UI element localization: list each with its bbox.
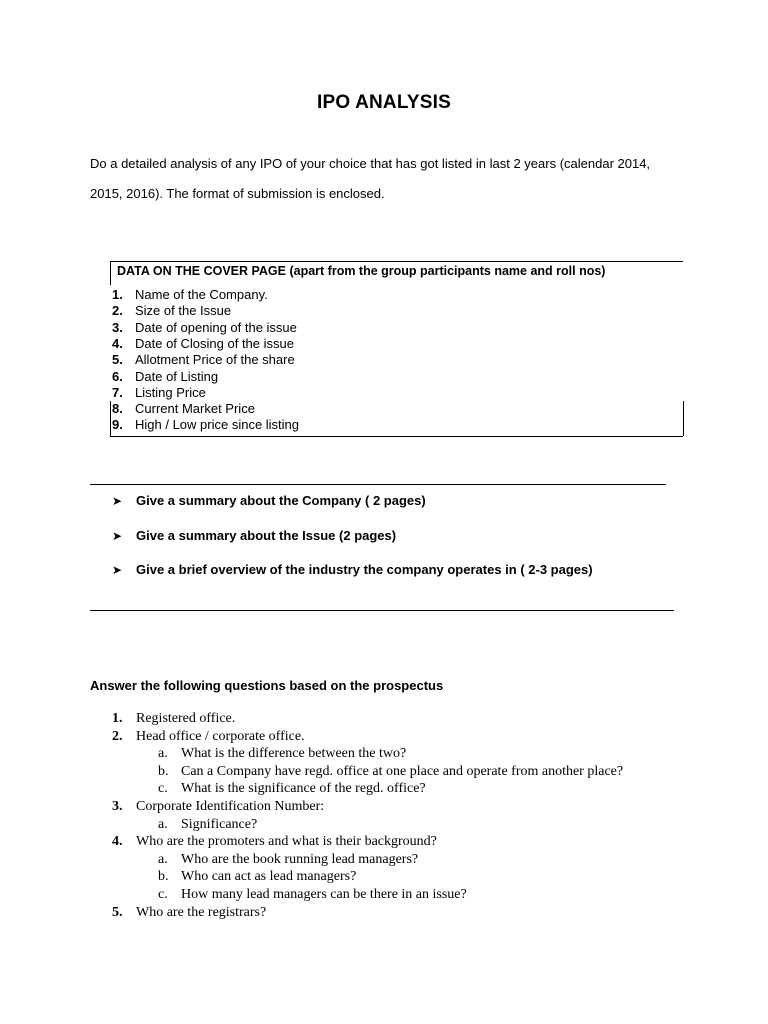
question-text: Who are the registrars? [136, 904, 267, 920]
sub-question-letter: b. [158, 869, 169, 885]
cover-box-border-bottom [110, 436, 683, 437]
cover-item-text: Date of opening of the issue [135, 319, 297, 335]
sub-question-letter: c. [158, 887, 168, 902]
cover-item-number: 9. [112, 417, 123, 433]
question-text: Who are the promoters and what is their background? [136, 834, 437, 850]
question-number: 3. [112, 799, 123, 814]
arrowhead-bullet-icon: ➤ [112, 563, 123, 577]
cover-item-number: 7. [112, 384, 123, 400]
sub-question-text: Significance? [181, 816, 258, 832]
sub-question-text: What is the difference between the two? [181, 746, 407, 762]
intro-line-2: 2015, 2016). The format of submission is enclosed. [90, 186, 385, 201]
sub-question-text: Who are the book running lead managers? [181, 851, 419, 867]
summary-bullet [112, 528, 396, 543]
question-number: 2. [112, 728, 123, 744]
intro-line-1: Do a detailed analysis of any IPO of your choice that has got listed in last 2 years (calendar 2014, [90, 156, 651, 171]
sub-question-text: Who can act as lead managers? [181, 869, 357, 885]
document-title: IPO ANALYSIS [316, 92, 452, 113]
sub-question-letter: a. [158, 816, 168, 832]
horizontal-rule [90, 484, 666, 485]
sub-question-letter: c. [158, 781, 168, 797]
sub-question-letter: b. [158, 763, 169, 779]
cover-item-text: Current Market Price [135, 401, 255, 417]
horizontal-rule [90, 610, 674, 611]
cover-item-text: Allotment Price of the share [135, 352, 295, 368]
cover-item-text: Listing Price [135, 384, 206, 400]
sub-question-letter: a. [158, 851, 168, 867]
cover-item-number: 5. [112, 352, 123, 368]
cover-item-number: 8. [112, 401, 123, 417]
cover-page-heading: DATA ON THE COVER PAGE (apart from the group participants name and roll nos) [117, 264, 606, 278]
cover-box-border-right [683, 401, 684, 436]
summary-bullet-text: Give a summary about the Issue (2 pages) [136, 528, 397, 543]
cover-item-number: 3. [112, 319, 123, 335]
sub-question-text: How many lead managers can be there in an issue? [181, 887, 467, 902]
question-text: Corporate Identification Number: [136, 799, 325, 814]
question-text: Registered office. [136, 711, 236, 726]
question-number: 1. [112, 711, 123, 726]
question-number: 4. [112, 834, 123, 850]
question-text: Head office / corporate office. [136, 728, 305, 744]
cover-item-number: 1. [112, 287, 123, 302]
cover-item-text: High / Low price since listing [135, 417, 300, 433]
summary-bullet [112, 562, 593, 577]
cover-item-number: 6. [112, 368, 123, 384]
cover-item-number: 2. [112, 303, 123, 319]
cover-box-border-left [110, 261, 111, 285]
cover-item-number: 4. [112, 335, 123, 351]
sub-question-text: What is the significance of the regd. office? [181, 781, 426, 797]
sub-question-text: Can a Company have regd. office at one place and operate from another place? [181, 763, 624, 779]
cover-item-text: Name of the Company. [135, 287, 268, 302]
cover-box-border-top [110, 261, 683, 262]
sub-question-letter: a. [158, 746, 168, 762]
cover-box-border-left-lower [110, 401, 111, 436]
summary-bullet-text: Give a summary about the Company ( 2 pages) [136, 493, 426, 508]
arrowhead-bullet-icon: ➤ [112, 494, 123, 508]
cover-item-text: Date of Listing [135, 368, 219, 384]
cover-item-text: Size of the Issue [135, 303, 232, 319]
summary-bullet [112, 493, 426, 508]
summary-bullet-text: Give a brief overview of the industry the company operates in ( 2-3 pages) [136, 562, 593, 577]
question-number: 5. [112, 904, 123, 920]
arrowhead-bullet-icon: ➤ [112, 529, 123, 543]
questions-heading: Answer the following questions based on the prospectus [90, 678, 444, 693]
cover-item-text: Date of Closing of the issue [135, 335, 294, 351]
